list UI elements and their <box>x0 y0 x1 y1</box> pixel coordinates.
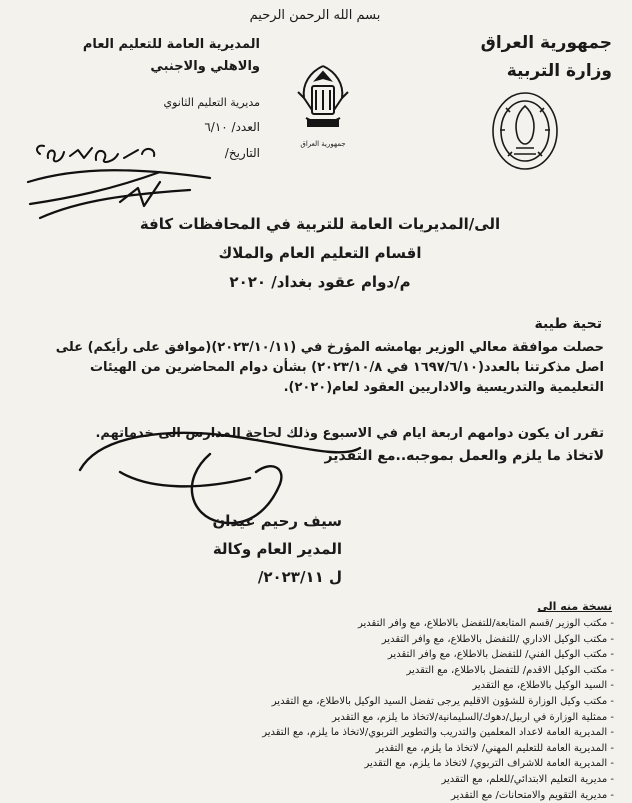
cc-item: - مكتب الوكيل الفني/ للتفضل بالاطلاع، مع وافر التقدير <box>54 647 614 663</box>
cc-item: - المديرية العامة للتعليم المهني/ لاتخاذ ما يلزم، مع التقدير <box>54 741 614 757</box>
cc-item: - مكتب الوكيل الاداري /للتفضل بالاطلاع، مع وافر التقدير <box>54 632 614 648</box>
basmala: بسم الله الرحمن الرحيم <box>249 8 381 23</box>
directorate-name-cont: والاهلي والاجنبي <box>150 59 260 74</box>
body-paragraph: حصلت موافقة معالي الوزير بهامشه المؤرخ في (٢٠٢٣/١٠/١١)(موافق على رأيكم) على اصل مذكرتنا بالعدد(١٦٩٧/٦/١٠ في ٢٠٢٣/١٠/٨) بشأن دوام المحاضرين من الهيئات التعليمية والتدريسية والاداريين العقود لعام(٢٠٢٠). <box>55 340 604 395</box>
addressee-departments: اقسام التعليم العام والملاك <box>218 244 422 262</box>
signatory-title: المدير العام وكالة <box>212 540 342 558</box>
iraq-emblem-icon <box>292 58 354 140</box>
decision-paragraph: تقرر ان يكون دوامهم اربعة ايام في الاسبوع وذلك لحاجة المدارس الى خدماتهم. <box>95 426 604 441</box>
signature-date: ل ٢٠٢٣/١١/ <box>257 568 342 586</box>
cc-item: - مكتب الوزير /قسم المتابعة/للتفضل بالاطلاع، مع وافر التقدير <box>54 616 614 632</box>
country-name: جمهورية العراق <box>480 33 612 53</box>
ministry-name: وزارة التربية <box>506 61 612 81</box>
cc-item: - السيد الوكيل بالاطلاع، مع التقدير <box>54 678 614 694</box>
cc-item: - ممثلية الوزارة في اربيل/دهوك/السليمانية/لاتخاذ ما يلزم، مع التقدير <box>54 710 614 726</box>
signatory-name: سيف رحيم عيدان <box>212 512 342 530</box>
reference-number: العدد/ ٦/١٠ <box>204 120 260 134</box>
greeting: تحية طيبة <box>534 316 602 332</box>
closing-line: لاتخاذ ما يلزم والعمل بموجبه..مع التقدير <box>324 448 604 464</box>
cc-item: - المديرية العامة لاعداد المعلمين والتدريب والتطوير التربوي/لاتخاذ ما يلزم، مع التقدير <box>54 725 614 741</box>
subject-line: م/دوام عقود بغداد/ ٢٠٢٠ <box>229 273 411 291</box>
directorate-name: المديرية العامة للتعليم العام <box>82 37 260 52</box>
ministry-stamp <box>488 86 562 176</box>
cc-item: - مديرية التقويم والامتحانات/ مع التقدير <box>54 788 614 803</box>
cc-list <box>54 616 614 803</box>
emblem-caption: جمهورية العراق <box>300 140 346 148</box>
cc-item: - المديرية العامة للاشراف التربوي/ لاتخاذ ما يلزم، مع التقدير <box>54 756 614 772</box>
date-label: التاريخ/ <box>224 146 260 160</box>
cc-title: نسخة منه الى <box>537 600 612 613</box>
cc-item: - مديرية التعليم الابتدائي/للعلم، مع التقدير <box>54 772 614 788</box>
addressee-line: الى/المديريات العامة للتربية في المحافظات كافة <box>139 215 501 233</box>
department-name: مديرية التعليم الثانوي <box>163 96 260 109</box>
cc-item: - مكتب وكيل الوزارة للشؤون الاقليم يرجى تفضل السيد الوكيل بالاطلاع، مع التقدير <box>54 694 614 710</box>
cc-item: - مكتب الوكيل الاقدم/ للتفضل بالاطلاع، مع التقدير <box>54 663 614 679</box>
